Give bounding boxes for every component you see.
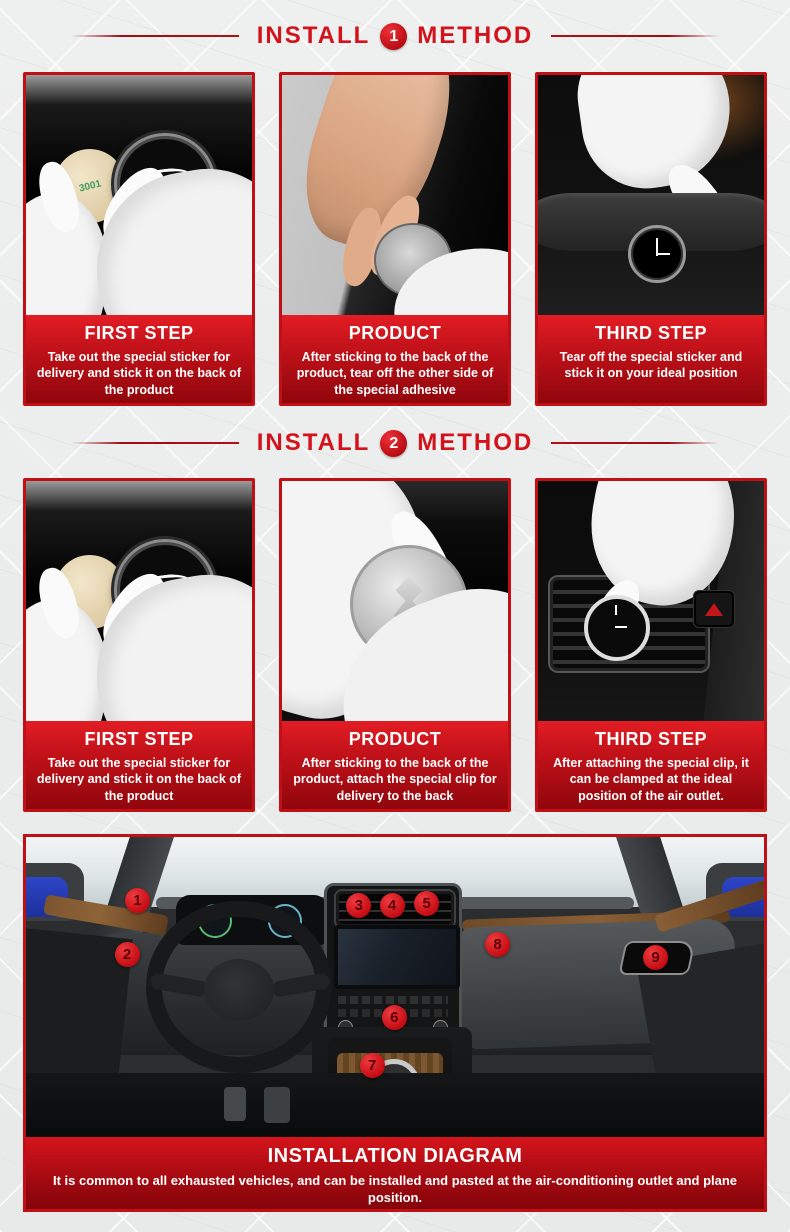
method2-card-product (279, 478, 511, 812)
step-title: THIRD STEP (594, 729, 707, 749)
step-description: Take out the special sticker for delivery and stick it on the back of the product (36, 350, 242, 397)
glove-shape (570, 75, 740, 197)
photo-sticker-and-product (26, 481, 252, 721)
step-description: After sticking to the back of the product, tear off the other side of the special adhesive (296, 350, 494, 397)
diagram-marker-6: 6 (382, 1005, 407, 1030)
method1-card-product (279, 72, 511, 406)
photo-peel-adhesive (282, 75, 508, 315)
step-title: PRODUCT (348, 323, 442, 343)
method2-header (0, 406, 790, 478)
car-clock-face (584, 595, 650, 661)
button-row (338, 996, 448, 1004)
header-line-right (551, 35, 719, 37)
header-line-left (71, 442, 239, 444)
header-line-left (71, 35, 239, 37)
step-description: Take out the special sticker for delivery and stick it on the back of the product (36, 756, 242, 803)
diagram-marker-2: 2 (115, 942, 140, 967)
step-panel (26, 315, 252, 403)
step-panel (282, 721, 508, 809)
pedal (264, 1087, 290, 1123)
sticker-code-text: 3001 (77, 177, 103, 195)
step-title: PRODUCT (348, 729, 442, 749)
step-panel (538, 315, 764, 403)
step-panel (26, 721, 252, 809)
method2-card-first-step (23, 478, 255, 812)
diagram-panel (26, 1137, 764, 1209)
step-description: After attaching the special clip, it can be clamped at the ideal position of the air outlet. (553, 756, 749, 803)
floor-area (26, 1073, 764, 1137)
header-line-right (551, 442, 719, 444)
diagram-marker-8: 8 (485, 932, 510, 957)
method2-card-third-step (535, 478, 767, 812)
step-title: FIRST STEP (84, 729, 194, 749)
hazard-light-button (694, 591, 734, 627)
step-description: After sticking to the back of the product, attach the special clip for delivery to the back (293, 756, 497, 803)
install-label: INSTALL (256, 22, 371, 49)
diagram-marker-1: 1 (125, 888, 150, 913)
install-label: INSTALL (256, 429, 371, 456)
steering-hub (204, 959, 274, 1021)
method1-card-third-step (535, 72, 767, 406)
method-label: METHOD (417, 22, 534, 49)
step-panel (282, 315, 508, 403)
step-title: FIRST STEP (84, 323, 194, 343)
car-clock-face (628, 225, 686, 283)
diagram-marker-5: 5 (414, 891, 439, 916)
method1-cards-row (0, 72, 790, 406)
step-description: Tear off the special sticker and stick it on your ideal position (559, 350, 743, 381)
diagram-marker-3: 3 (346, 893, 371, 918)
diagram-marker-7: 7 (360, 1053, 385, 1078)
clock-hour-hand (615, 626, 627, 628)
clock-minute-hand (615, 605, 617, 615)
car-dashboard-photo (26, 837, 764, 1137)
photo-clip-to-air-vent (538, 481, 764, 721)
method1-card-first-step (23, 72, 255, 406)
method-label: METHOD (417, 429, 534, 456)
installation-diagram-section (23, 834, 767, 1212)
diagram-marker-9: 9 (643, 945, 668, 970)
diagram-title: INSTALLATION DIAGRAM (267, 1145, 523, 1167)
method1-number-badge: 1 (380, 23, 407, 50)
photo-attach-clip (282, 481, 508, 721)
diagram-marker-4: 4 (380, 893, 405, 918)
method1-header (0, 0, 790, 72)
step-title: THIRD STEP (594, 323, 707, 343)
clock-hour-hand (656, 253, 670, 255)
method2-number-badge: 2 (380, 430, 407, 457)
infotainment-screen (334, 925, 460, 989)
photo-stick-on-dashboard (538, 75, 764, 315)
step-panel (538, 721, 764, 809)
photo-sticker-and-product (26, 75, 252, 315)
pedal (224, 1087, 246, 1121)
hazard-triangle-icon (705, 603, 723, 616)
diagram-description: It is common to all exhausted vehicles, and can be installed and pasted at the air-conditioning outlet and plane position. (52, 1173, 738, 1205)
method2-cards-row (0, 478, 790, 812)
